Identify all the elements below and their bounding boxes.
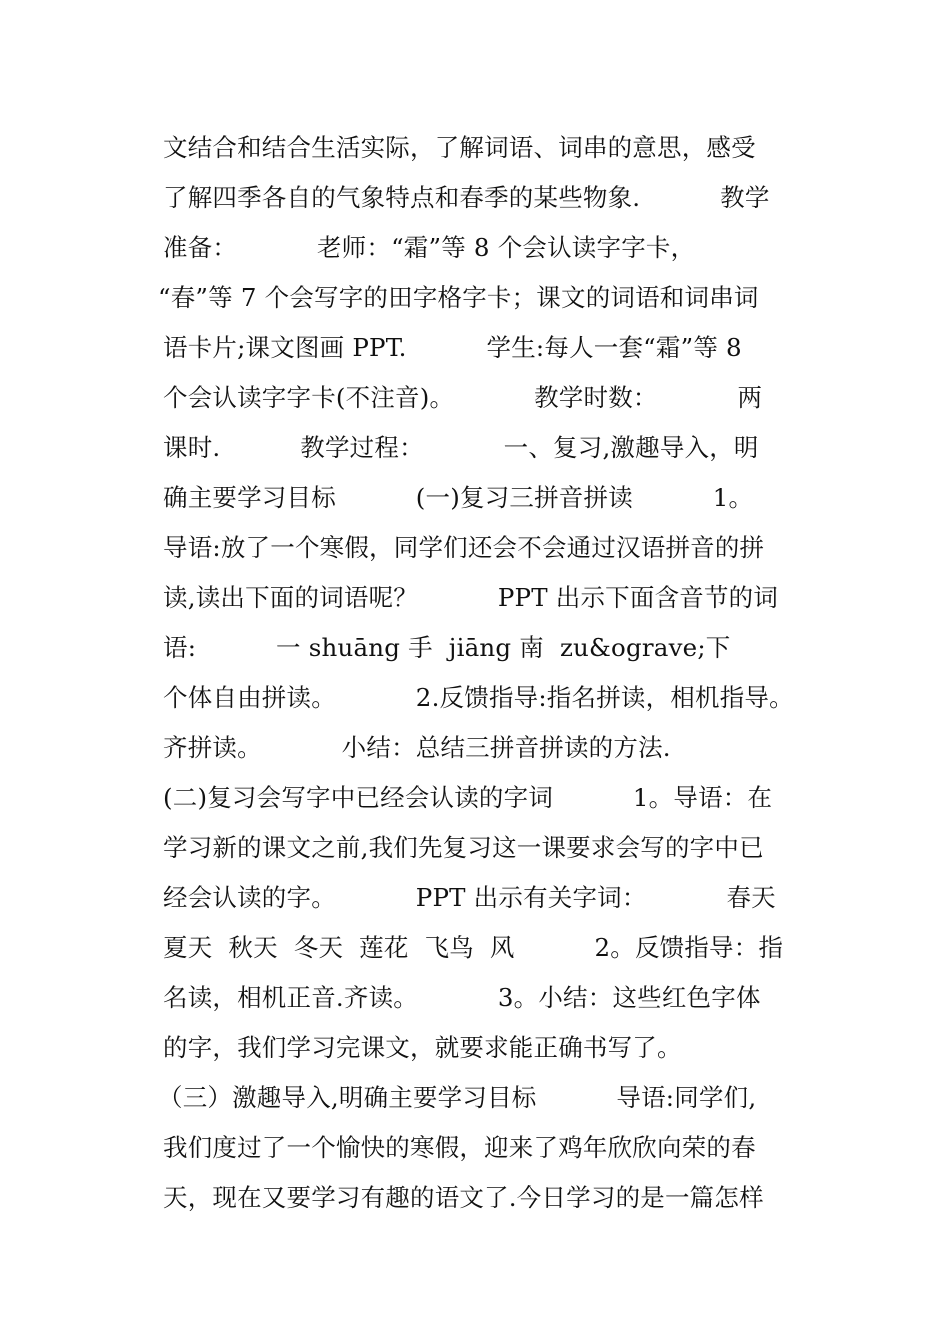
text-line: 夏天 秋天 冬天 莲花 飞鸟 风 2。反馈指导：指 — [163, 933, 784, 962]
text-line: 确主要学习目标 (一)复习三拼音拼读 1。 — [163, 483, 754, 512]
text-line: 读,读出下面的词语呢？ PPT 出示下面含音节的词 — [163, 583, 779, 612]
text-line: （三）激趣导入,明确主要学习目标 导语:同学们, — [158, 1083, 757, 1112]
text-line: 齐拼读。 小结：总结三拼音拼读的方法. — [163, 733, 671, 762]
text-line: 语卡片;课文图画 PPT. 学生:每人一套“霜”等 8 — [163, 333, 742, 362]
text-line: 导语:放了一个寒假，同学们还会不会通过汉语拼音的拼 — [163, 533, 765, 562]
text-line: 准备： 老师：“霜”等 8 个会认读字字卡， — [163, 233, 696, 262]
text-line: 经会认读的字。 PPT 出示有关字词： 春天 — [163, 883, 776, 912]
text-line: 学习新的课文之前,我们先复习这一课要求会写的字中已 — [163, 833, 764, 862]
text-line: 我们度过了一个愉快的寒假，迎来了鸡年欣欣向荣的春 — [163, 1133, 756, 1162]
text-line: 语: 一 shuāng 手 jiāng 南 zu&ograve;下 — [163, 633, 731, 662]
text-line: (二)复习会写字中已经会认读的字词 1。导语：在 — [163, 783, 773, 812]
text-line: 天，现在又要学习有趣的语文了.今日学习的是一篇怎样 — [163, 1183, 764, 1212]
text-line: 课时. 教学过程： 一、复习,激趣导入，明 — [163, 433, 759, 462]
text-line: “春”等 7 个会写字的田字格字卡；课文的词语和词串词 — [158, 283, 759, 312]
text-line: 了解四季各自的气象特点和春季的某些物象. 教学 — [163, 183, 770, 212]
text-line: 个体自由拼读。 2.反馈指导:指名拼读，相机指导。 — [163, 683, 794, 712]
text-line: 个会认读字字卡(不注音)。 教学时数： 两 — [163, 383, 763, 412]
text-line: 名读，相机正音.齐读。 3。小结：这些红色字体 — [163, 983, 761, 1012]
text-line: 的字，我们学习完课文，就要求能正确书写了。 — [163, 1033, 682, 1062]
text-line: 文结合和结合生活实际，了解词语、词串的意思，感受 — [163, 133, 756, 162]
